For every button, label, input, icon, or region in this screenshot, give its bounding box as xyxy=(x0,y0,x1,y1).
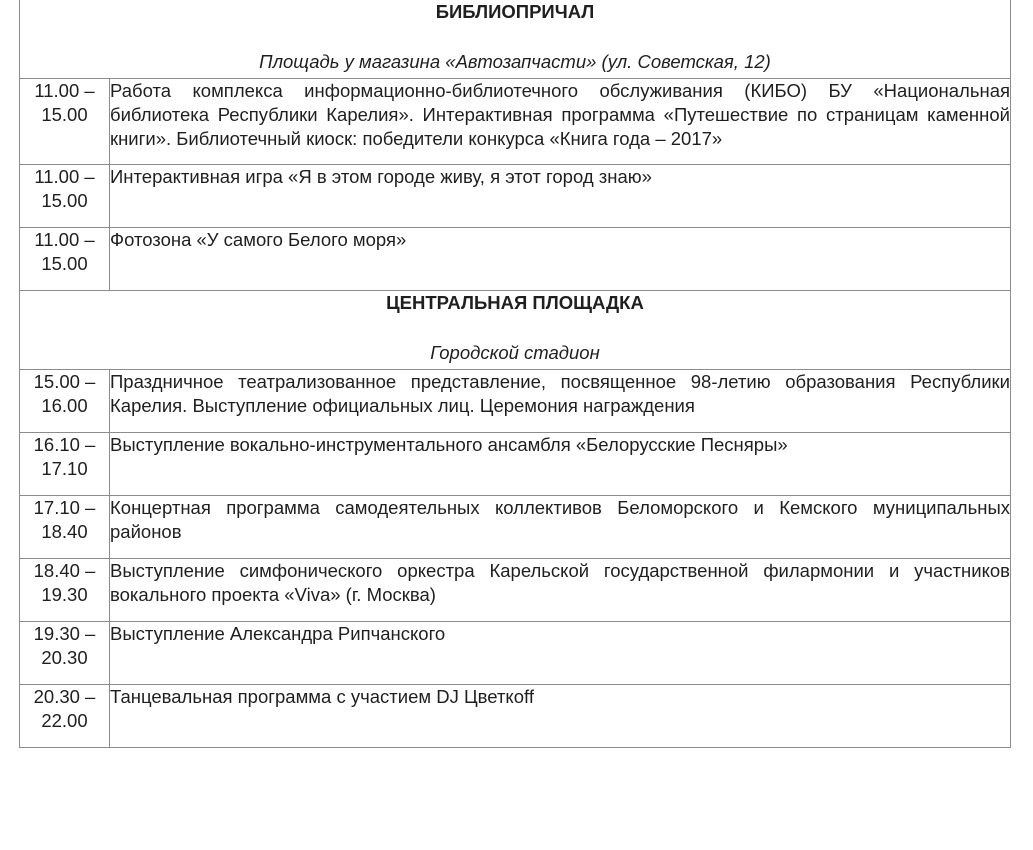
event-time xyxy=(20,622,110,685)
event-time-end: 15.00 xyxy=(41,104,88,125)
section-subtitle: Площадь у магазина «Автозапчасти» (ул. Советская, 12) xyxy=(259,51,771,72)
event-time xyxy=(20,685,110,748)
event-description: Работа комплекса информационно-библиотечного обслуживания (КИБО) БУ «Национальная библиотека Республики Карелия». Интерактивная программа «Путешествие по страницам каменной книги». Библиотечный киоск: победители конкурса «Книга года – 2017» xyxy=(110,79,1011,165)
table-row xyxy=(20,685,1011,748)
event-time-start: 20.30 – xyxy=(33,686,96,707)
event-time-end: 15.00 xyxy=(41,190,88,211)
event-schedule-table xyxy=(19,0,1011,748)
section-header-cell xyxy=(20,291,1011,370)
event-time-start: 17.10 – xyxy=(33,497,96,518)
event-time xyxy=(20,165,110,228)
event-time-start: 18.40 – xyxy=(33,560,96,581)
event-time xyxy=(20,496,110,559)
event-description: Танцевальная программа с участием DJ Цветкоff xyxy=(110,685,1011,748)
table-row xyxy=(20,433,1011,496)
section-header-row xyxy=(20,0,1011,79)
event-description: Выступление симфонического оркестра Карельской государственной филармонии и участников вокального проекта «Viva» (г. Москва) xyxy=(110,559,1011,622)
table-row xyxy=(20,370,1011,433)
event-time xyxy=(20,79,110,165)
event-description: Выступление вокально-инструментального ансамбля «Белорусские Песняры» xyxy=(110,433,1011,496)
table-row xyxy=(20,496,1011,559)
event-time-start: 15.00 – xyxy=(33,371,96,392)
event-time xyxy=(20,370,110,433)
event-time xyxy=(20,433,110,496)
event-time-end: 15.00 xyxy=(41,253,88,274)
event-time xyxy=(20,228,110,291)
table-row xyxy=(20,622,1011,685)
event-time-start: 19.30 – xyxy=(33,623,96,644)
event-time-start: 11.00 – xyxy=(34,229,95,250)
event-time-end: 18.40 xyxy=(41,521,88,542)
event-time-start: 11.00 – xyxy=(34,80,95,101)
table-row xyxy=(20,165,1011,228)
section-subtitle: Городской стадион xyxy=(430,342,600,363)
section-title: БИБЛИОПРИЧАЛ xyxy=(435,1,595,22)
event-time-end: 22.00 xyxy=(41,710,88,731)
table-row xyxy=(20,559,1011,622)
section-header-row xyxy=(20,291,1011,370)
event-time xyxy=(20,559,110,622)
event-description: Интерактивная игра «Я в этом городе живу, я этот город знаю» xyxy=(110,165,1011,228)
event-time-end: 17.10 xyxy=(41,458,88,479)
event-time-end: 16.00 xyxy=(41,395,88,416)
event-description: Выступление Александра Рипчанского xyxy=(110,622,1011,685)
event-time-start: 11.00 – xyxy=(34,166,95,187)
section-header-cell xyxy=(20,0,1011,79)
event-time-end: 20.30 xyxy=(41,647,88,668)
section-title: ЦЕНТРАЛЬНАЯ ПЛОЩАДКА xyxy=(386,292,644,313)
event-time-start: 16.10 – xyxy=(33,434,96,455)
event-description: Концертная программа самодеятельных коллективов Беломорского и Кемского муниципальных районов xyxy=(110,496,1011,559)
table-row xyxy=(20,79,1011,165)
table-row xyxy=(20,228,1011,291)
event-description: Фотозона «У самого Белого моря» xyxy=(110,228,1011,291)
event-description: Праздничное театрализованное представление, посвященное 98-летию образования Республики Карелия. Выступление официальных лиц. Церемония награждения xyxy=(110,370,1011,433)
event-time-end: 19.30 xyxy=(41,584,88,605)
